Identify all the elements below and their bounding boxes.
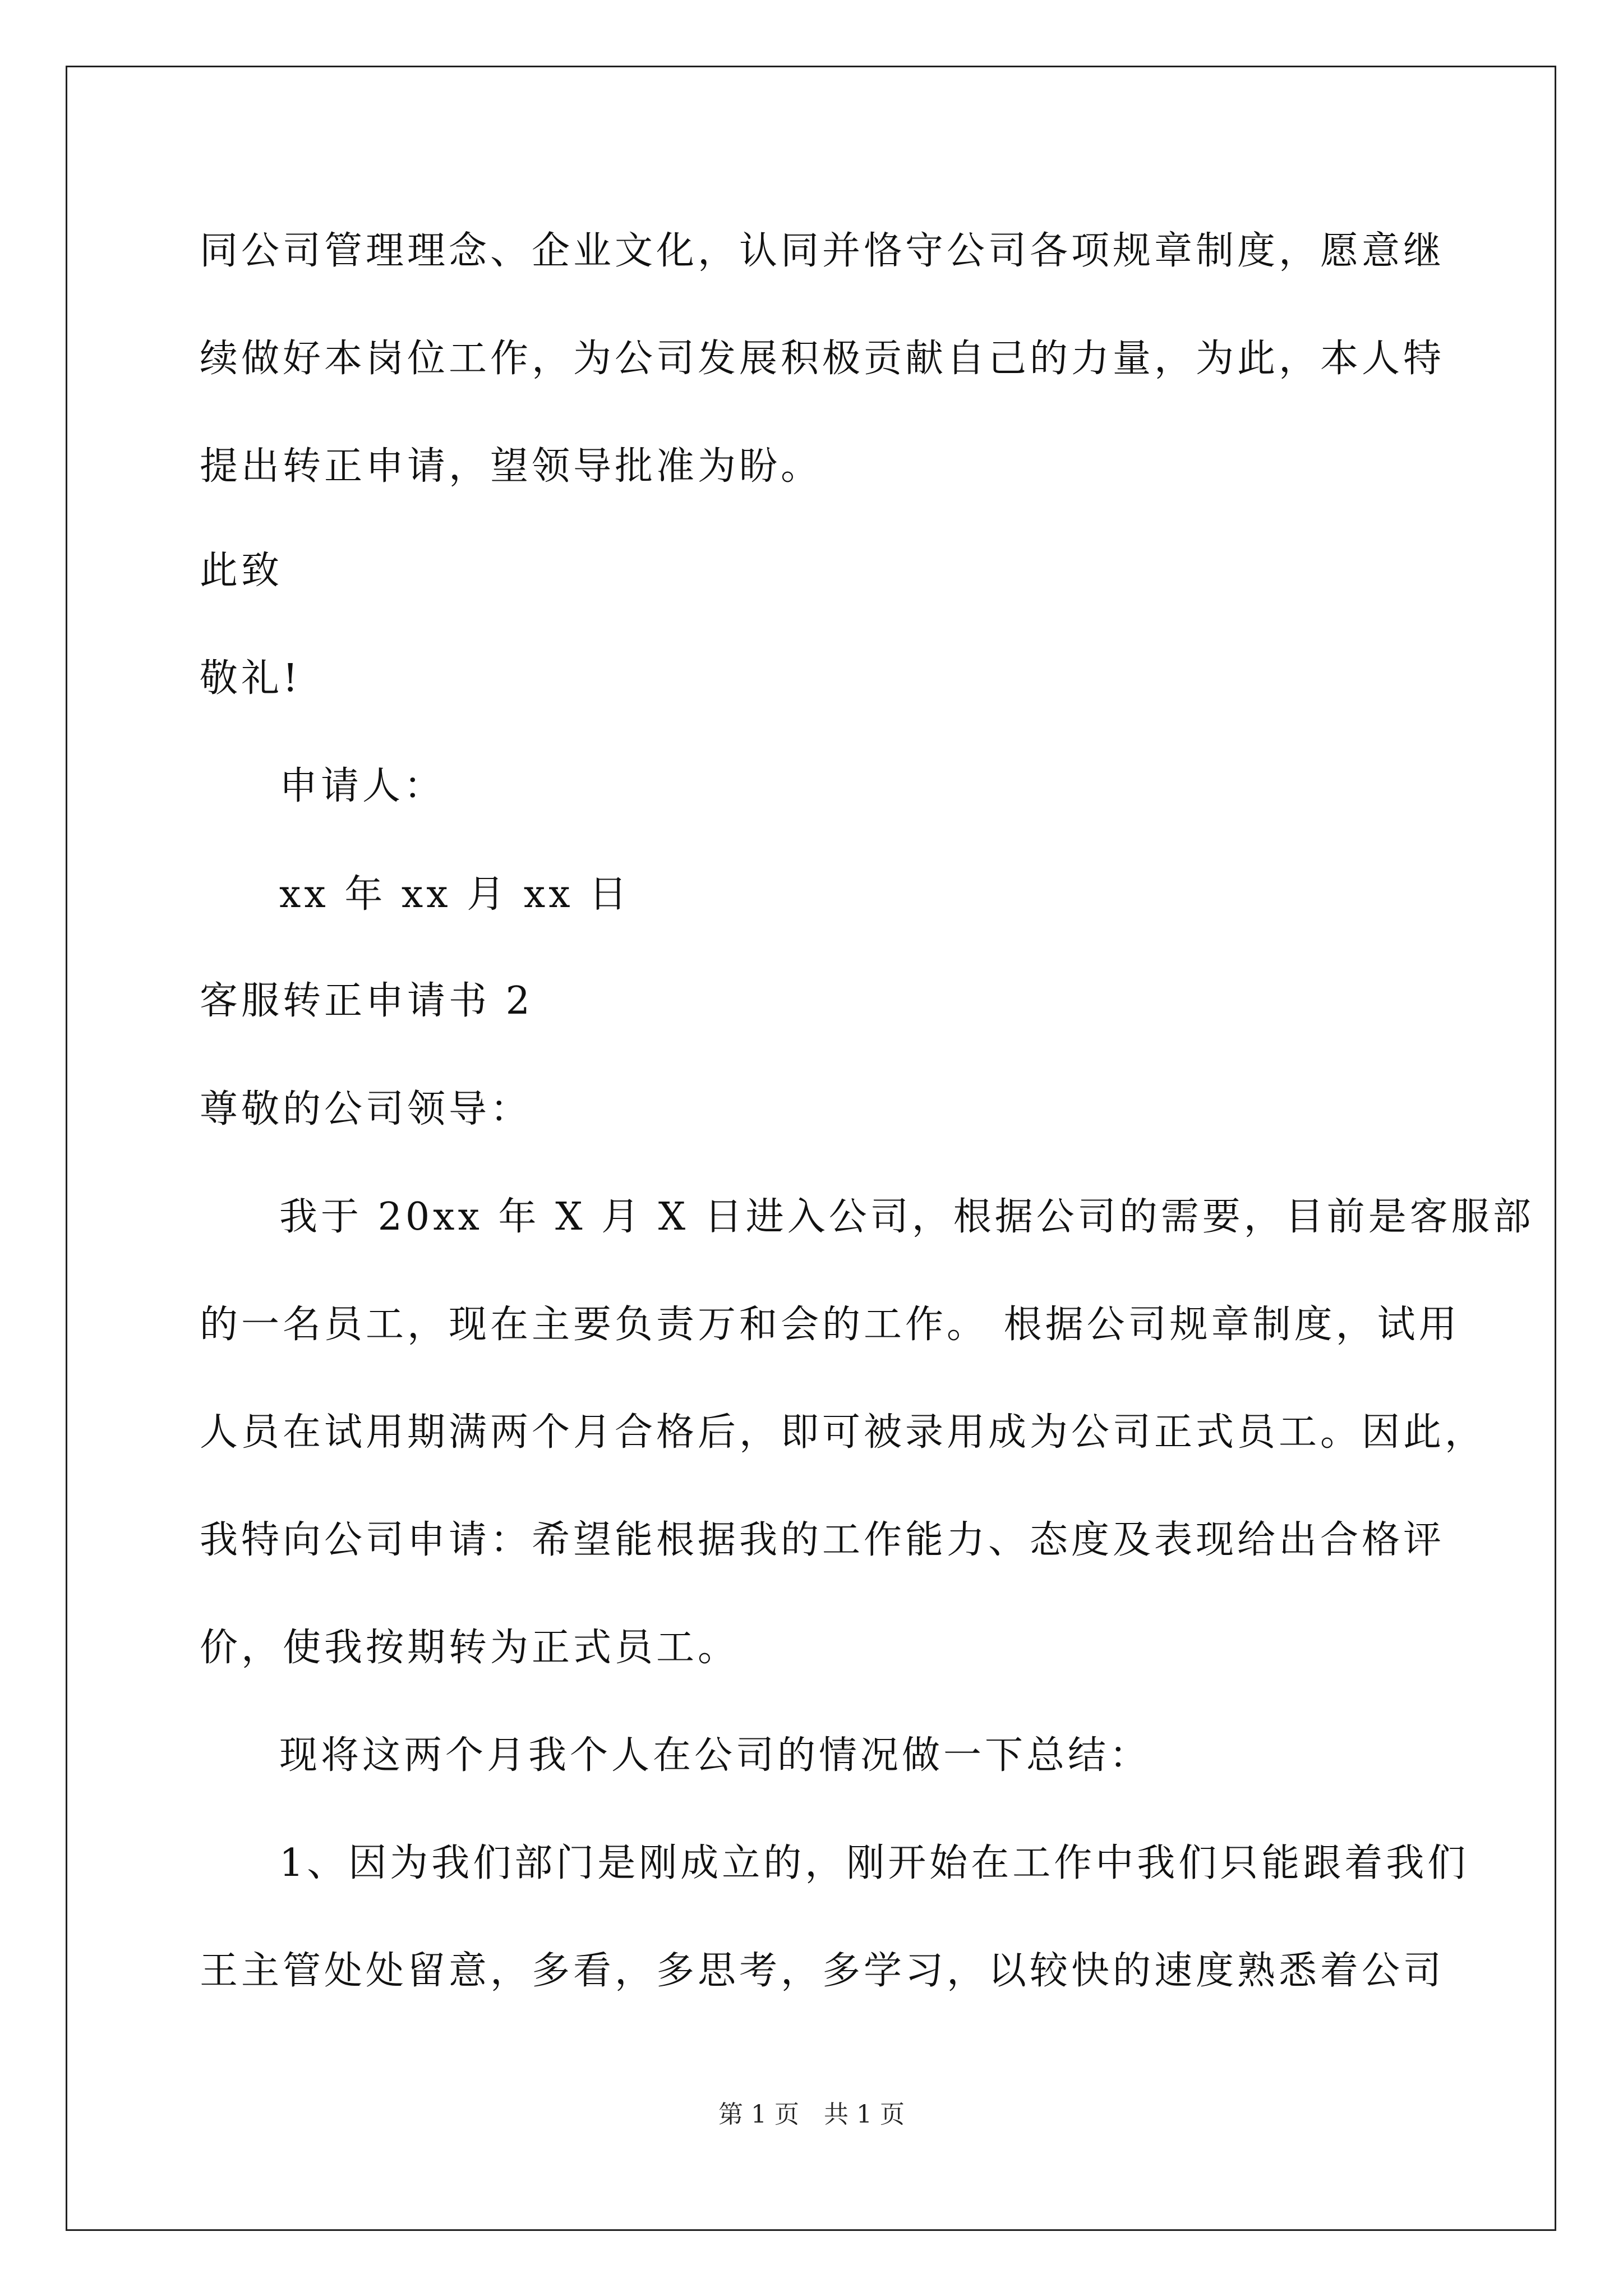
body-line-7: 我特向公司申请：希望能根据我的工作能力、态度及表现给出合格评 [200, 1518, 1445, 1562]
section-title: 客服转正申请书 2 [200, 979, 533, 1023]
summary-intro: 现将这两个月我个人在公司的情况做一下总结： [279, 1733, 1151, 1778]
closing-salutation: 此致 [200, 549, 283, 593]
body-line-3: 提出转正申请，望领导批准为盼。 [200, 444, 823, 489]
body-line-2: 续做好本岗位工作，为公司发展积极贡献自己的力量，为此，本人特 [200, 337, 1445, 381]
date-line: xx 年 xx 月 xx 日 [279, 872, 631, 917]
body-line-4: 我于 20xx 年 X 月 X 日进入公司，根据公司的需要，目前是客服部 [279, 1195, 1534, 1239]
body-line-1: 同公司管理理念、企业文化，认同并恪守公司各项规章制度，愿意继 [200, 229, 1445, 273]
body-line-9: 1、因为我们部门是刚成立的，刚开始在工作中我们只能跟着我们 [279, 1841, 1469, 1885]
body-line-5: 的一名员工，现在主要负责万和会的工作。 根据公司规章制度，试用 [200, 1303, 1460, 1347]
body-line-8: 价，使我按期转为正式员工。 [200, 1626, 740, 1670]
greeting: 尊敬的公司领导： [200, 1087, 532, 1131]
page-border [66, 66, 1556, 2231]
page-footer: 第 1 页 共 1 页 [718, 2100, 905, 2129]
applicant-label: 申请人： [279, 764, 446, 808]
body-line-6: 人员在试用期满两个月合格后，即可被录用成为公司正式员工。因此， [200, 1410, 1487, 1455]
body-line-10: 王主管处处留意，多看，多思考，多学习，以较快的速度熟悉着公司 [200, 1949, 1445, 1993]
closing-regards: 敬礼! [200, 656, 302, 701]
